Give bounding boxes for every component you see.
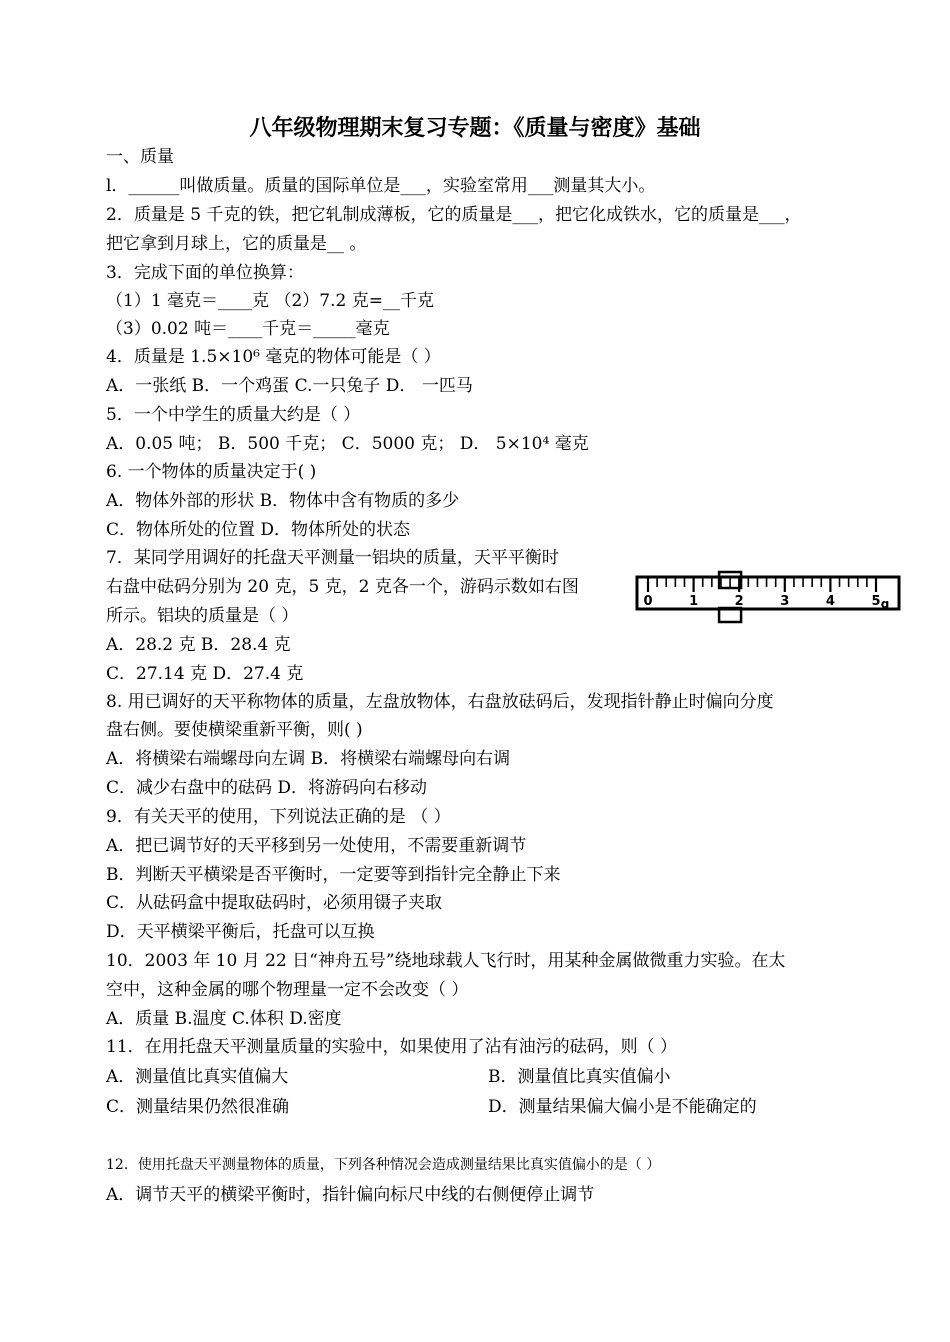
- line-q8a: 8. 用已调好的天平称物体的质量，左盘放物体，右盘放砝码后，发现指针静止时偏向分度: [106, 692, 774, 712]
- line-q7b: 右盘中砝码分别为 20 克，5 克，2 克各一个，游码示数如右图: [106, 577, 579, 597]
- line-q11b: B．测量值比真实值偏小: [488, 1067, 671, 1087]
- line-s1: 一、质量: [106, 147, 174, 167]
- line-q4o: A．一张纸 B．一个鸡蛋 C.一只兔子 D． 一匹马: [106, 376, 473, 396]
- line-q11a: A．测量值比真实值偏大: [106, 1067, 289, 1087]
- line-q2b: 把它拿到月球上，它的质量是__ 。: [106, 234, 367, 254]
- line-q3b: （3）0.02 吨＝____千克＝_____毫克: [106, 319, 390, 339]
- line-q12: 12．使用托盘天平测量物体的质量，下列各种情况会造成测量结果比真实值偏小的是（ ）: [106, 1157, 661, 1173]
- line-q7o1: A．28.2 克 B．28.4 克: [106, 635, 291, 655]
- line-q7a: 7．某同学用调好的托盘天平测量一铝块的质量，天平平衡时: [106, 548, 559, 568]
- line-q4: 4．质量是 1.5×10⁶ 毫克的物体可能是（ ）: [106, 347, 441, 367]
- line-q11d: D．测量结果偏大偏小是不能确定的: [488, 1097, 757, 1117]
- scale-ticks: [648, 578, 876, 592]
- scale-frame: [637, 577, 899, 609]
- line-q9b: B．判断天平横梁是否平衡时，一定要等到指针完全静止下来: [106, 865, 561, 885]
- line-q9: 9．有关天平的使用，下列说法正确的是 （ ）: [106, 807, 451, 827]
- line-q10o: A．质量 B.温度 C.体积 D.密度: [106, 1009, 342, 1029]
- line-q9c: C．从砝码盒中提取砝码时，必须用镊子夹取: [106, 893, 443, 913]
- balance-rider-scale: [634, 570, 904, 626]
- scale-label: 1: [689, 594, 699, 609]
- scale-label: 3: [780, 594, 790, 609]
- line-q3a: （1）1 毫克＝____克 （2）7.2 克=__千克: [106, 291, 434, 311]
- scale-label: g: [880, 597, 890, 611]
- page-title: 八年级物理期末复习专题：《质量与密度》基础: [249, 115, 701, 141]
- line-q11: 11．在用托盘天平测量质量的实验中，如果使用了沾有油污的砝码，则（ ）: [106, 1037, 678, 1057]
- line-q1: l．______叫做质量。质量的国际单位是___，实验室常用___测量其大小。: [106, 176, 656, 196]
- line-q8o2: C．减少右盘中的砝码 D．将游码向右移动: [106, 778, 428, 798]
- line-q6a: A．物体外部的形状 B．物体中含有物质的多少: [106, 491, 460, 511]
- line-q5: 5．一个中学生的质量大约是（ ）: [106, 405, 361, 425]
- line-q9a: A．把已调节好的天平移到另一处使用，不需要重新调节: [106, 836, 527, 856]
- line-q10a: 10．2003 年 10 月 22 日“神舟五号”绕地球载人飞行时，用某种金属做微重力实验。在太: [106, 951, 786, 971]
- scale-label: 5: [871, 594, 881, 609]
- scale-label: 0: [643, 594, 653, 609]
- line-q8b: 盘右侧。要使横梁重新平衡，则( ): [106, 720, 363, 740]
- scale-label: 2: [734, 594, 744, 609]
- line-q2a: 2．质量是 5 千克的铁，把它轧制成薄板，它的质量是___，把它化成铁水，它的质量是___，: [106, 205, 802, 225]
- line-q9d: D．天平横梁平衡后，托盘可以互换: [106, 922, 375, 942]
- line-q7c: 所示。铝块的质量是（ ）: [106, 606, 299, 626]
- line-q6b: C．物体所处的位置 D．物体所处的状态: [106, 520, 411, 540]
- line-q7o2: C．27.14 克 D．27.4 克: [106, 664, 304, 684]
- line-q12a: A．调节天平的横梁平衡时，指针偏向标尺中线的右侧便停止调节: [106, 1185, 595, 1205]
- line-q5o: A．0.05 吨； B．500 千克； C．5000 克； D． 5×10⁴ 毫克: [106, 434, 589, 454]
- line-q11c: C．测量结果仍然很准确: [106, 1097, 290, 1117]
- line-q6: 6. 一个物体的质量决定于( ): [106, 462, 317, 482]
- line-q10b: 空中，这种金属的哪个物理量一定不会改变（ ）: [106, 980, 469, 1000]
- scale-label: 4: [825, 594, 835, 609]
- line-q3: 3．完成下面的单位换算：: [106, 263, 304, 283]
- line-q8o1: A．将横梁右端螺母向左调 B．将横梁右端螺母向右调: [106, 749, 511, 769]
